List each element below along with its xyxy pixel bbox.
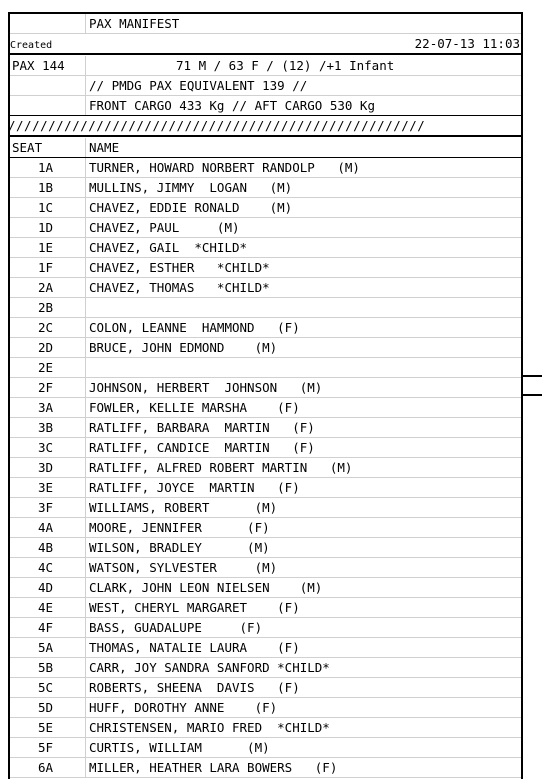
table-row bbox=[8, 338, 523, 358]
seat-column-header: SEAT bbox=[12, 140, 43, 155]
table-row bbox=[8, 158, 523, 178]
passenger-name-cell[interactable] bbox=[86, 578, 523, 597]
passenger-name-cell[interactable] bbox=[86, 498, 523, 517]
table-row bbox=[8, 458, 523, 478]
passenger-name-cell[interactable] bbox=[86, 738, 523, 757]
passenger-name-cell[interactable] bbox=[86, 658, 523, 677]
seat-cell[interactable] bbox=[8, 598, 86, 617]
summary-divider bbox=[8, 115, 523, 116]
passenger-name: RATLIFF, BARBARA MARTIN (F) bbox=[89, 420, 315, 435]
seat-label: 3D bbox=[38, 460, 54, 475]
table-row bbox=[8, 738, 523, 758]
table-row bbox=[8, 398, 523, 418]
passenger-name-cell[interactable] bbox=[86, 218, 523, 237]
passenger-name-cell[interactable] bbox=[86, 618, 523, 637]
seat-label: 2B bbox=[38, 300, 54, 315]
seat-label: 3E bbox=[38, 480, 54, 495]
cargo-row-cell-a[interactable] bbox=[8, 96, 86, 115]
passenger-name-cell[interactable] bbox=[86, 238, 523, 257]
seat-cell[interactable] bbox=[8, 238, 86, 257]
seat-label: 4C bbox=[38, 560, 54, 575]
seat-cell[interactable] bbox=[8, 458, 86, 477]
seat-cell[interactable] bbox=[8, 258, 86, 277]
manifest-title: PAX MANIFEST bbox=[89, 16, 180, 31]
seat-cell[interactable] bbox=[8, 718, 86, 737]
passenger-name-cell[interactable] bbox=[86, 178, 523, 197]
seat-label: 2F bbox=[38, 380, 54, 395]
pmdg-row-cell-a[interactable] bbox=[8, 76, 86, 95]
seat-cell[interactable] bbox=[8, 578, 86, 597]
seat-label: 4D bbox=[38, 580, 54, 595]
seat-cell[interactable] bbox=[8, 278, 86, 297]
created-datetime: 22-07-13 11:03 bbox=[414, 36, 520, 51]
passenger-name: CARR, JOY SANDRA SANFORD *CHILD* bbox=[89, 660, 330, 675]
seat-label: 5E bbox=[38, 720, 54, 735]
passenger-name: CHAVEZ, ESTHER *CHILD* bbox=[89, 260, 270, 275]
pax-breakdown-cell[interactable] bbox=[86, 56, 523, 75]
passenger-name: CURTIS, WILLIAM (M) bbox=[89, 740, 270, 755]
passenger-name-cell[interactable] bbox=[86, 678, 523, 697]
passenger-name-cell[interactable] bbox=[86, 698, 523, 717]
name-column-header: NAME bbox=[89, 140, 120, 155]
passenger-name: RATLIFF, ALFRED ROBERT MARTIN (M) bbox=[89, 460, 353, 475]
seat-cell[interactable] bbox=[8, 218, 86, 237]
passenger-name: WILSON, BRADLEY (M) bbox=[89, 540, 270, 555]
passenger-name: CHAVEZ, EDDIE RONALD (M) bbox=[89, 200, 293, 215]
passenger-name-cell[interactable] bbox=[86, 458, 523, 477]
passenger-name: HUFF, DOROTHY ANNE (F) bbox=[89, 700, 278, 715]
seat-label: 1D bbox=[38, 220, 54, 235]
passenger-name: JOHNSON, HERBERT JOHNSON (M) bbox=[89, 380, 323, 395]
seat-cell[interactable] bbox=[8, 178, 86, 197]
seat-cell[interactable] bbox=[8, 538, 86, 557]
created-label: Created bbox=[10, 40, 53, 51]
seat-label: 1C bbox=[38, 200, 54, 215]
table-row bbox=[8, 378, 523, 398]
table-row bbox=[8, 298, 523, 318]
passenger-name-cell[interactable] bbox=[86, 158, 523, 177]
seat-label: 5C bbox=[38, 680, 54, 695]
pax-breakdown: 71 M / 63 F / (12) /+1 Infant bbox=[176, 58, 395, 73]
seat-label: 1F bbox=[38, 260, 54, 275]
passenger-name: THOMAS, NATALIE LAURA (F) bbox=[89, 640, 300, 655]
seat-cell[interactable] bbox=[8, 618, 86, 637]
seat-label: 4B bbox=[38, 540, 54, 555]
cargo-row bbox=[8, 96, 523, 116]
seat-cell[interactable] bbox=[8, 478, 86, 497]
passenger-name-cell[interactable] bbox=[86, 318, 523, 337]
passenger-name: WEST, CHERYL MARGARET (F) bbox=[89, 600, 300, 615]
table-row bbox=[8, 418, 523, 438]
passenger-name-cell[interactable] bbox=[86, 478, 523, 497]
seat-cell[interactable] bbox=[8, 438, 86, 457]
table-row bbox=[8, 578, 523, 598]
seat-cell[interactable] bbox=[8, 418, 86, 437]
seat-label: 5B bbox=[38, 660, 54, 675]
seat-label: 1A bbox=[38, 160, 54, 175]
passenger-name-cell[interactable] bbox=[86, 418, 523, 437]
seat-cell[interactable] bbox=[8, 738, 86, 757]
passenger-name-cell[interactable] bbox=[86, 378, 523, 397]
passenger-name: ROBERTS, SHEENA DAVIS (F) bbox=[89, 680, 300, 695]
passenger-name-cell[interactable] bbox=[86, 538, 523, 557]
passenger-name: MULLINS, JIMMY LOGAN (M) bbox=[89, 180, 293, 195]
seat-label: 2D bbox=[38, 340, 54, 355]
created-label-cell[interactable] bbox=[8, 34, 86, 54]
passenger-name-cell[interactable] bbox=[86, 358, 523, 377]
passenger-name: WILLIAMS, ROBERT (M) bbox=[89, 500, 278, 515]
passenger-name: CHAVEZ, PAUL (M) bbox=[89, 220, 240, 235]
pmdg-equivalent-row bbox=[8, 76, 523, 96]
seat-cell[interactable] bbox=[8, 518, 86, 537]
table-row bbox=[8, 658, 523, 678]
seat-label: 5D bbox=[38, 700, 54, 715]
seat-header-cell[interactable] bbox=[8, 138, 86, 157]
seat-label: 4E bbox=[38, 600, 54, 615]
seat-label: 6A bbox=[38, 760, 54, 775]
pax-count: PAX 144 bbox=[12, 58, 65, 73]
separator-row bbox=[8, 116, 523, 136]
seat-label: 5F bbox=[38, 740, 54, 755]
passenger-name: BASS, GUADALUPE (F) bbox=[89, 620, 263, 635]
seat-cell[interactable] bbox=[8, 198, 86, 217]
seat-label: 3F bbox=[38, 500, 54, 515]
seat-cell[interactable] bbox=[8, 758, 86, 777]
seat-label: 2C bbox=[38, 320, 54, 335]
passenger-name: CHAVEZ, GAIL *CHILD* bbox=[89, 240, 248, 255]
table-row bbox=[8, 718, 523, 738]
table-row bbox=[8, 758, 523, 778]
title-row bbox=[8, 14, 523, 34]
created-datetime-cell[interactable] bbox=[86, 34, 523, 54]
table-row bbox=[8, 258, 523, 278]
frame-left-border bbox=[8, 12, 10, 779]
seat-cell[interactable] bbox=[8, 678, 86, 697]
seat-cell[interactable] bbox=[8, 158, 86, 177]
seat-label: 3A bbox=[38, 400, 54, 415]
pmdg-equivalent-cell[interactable] bbox=[86, 76, 523, 95]
passenger-name-cell[interactable] bbox=[86, 718, 523, 737]
table-row bbox=[8, 358, 523, 378]
passenger-name: COLON, LEANNE HAMMOND (F) bbox=[89, 320, 300, 335]
table-row bbox=[8, 638, 523, 658]
table-row bbox=[8, 218, 523, 238]
passenger-name: RATLIFF, JOYCE MARTIN (F) bbox=[89, 480, 300, 495]
seat-cell[interactable] bbox=[8, 658, 86, 677]
passenger-name-cell[interactable] bbox=[86, 558, 523, 577]
cargo-weights-cell[interactable] bbox=[86, 96, 523, 115]
passenger-name: MILLER, HEATHER LARA BOWERS (F) bbox=[89, 760, 338, 775]
pmdg-equivalent: // PMDG PAX EQUIVALENT 139 // bbox=[89, 78, 308, 93]
table-row bbox=[8, 698, 523, 718]
pax-count-cell[interactable] bbox=[8, 56, 86, 75]
seat-cell[interactable] bbox=[8, 378, 86, 397]
seat-cell[interactable] bbox=[8, 318, 86, 337]
seat-cell[interactable] bbox=[8, 698, 86, 717]
passenger-name-cell[interactable] bbox=[86, 278, 523, 297]
column-header-divider bbox=[8, 157, 523, 158]
passenger-name-cell[interactable] bbox=[86, 518, 523, 537]
table-row bbox=[8, 678, 523, 698]
separator-divider bbox=[8, 135, 523, 137]
passenger-name: TURNER, HOWARD NORBERT RANDOLP (M) bbox=[89, 160, 360, 175]
passenger-name-cell[interactable] bbox=[86, 258, 523, 277]
passenger-name: CHRISTENSEN, MARIO FRED *CHILD* bbox=[89, 720, 330, 735]
table-row bbox=[8, 518, 523, 538]
table-row bbox=[8, 478, 523, 498]
seat-cell[interactable] bbox=[8, 338, 86, 357]
seat-cell[interactable] bbox=[8, 558, 86, 577]
table-row bbox=[8, 438, 523, 458]
cargo-weights: FRONT CARGO 433 Kg // AFT CARGO 530 Kg bbox=[89, 98, 375, 113]
seat-label: 4F bbox=[38, 620, 54, 635]
passenger-name: WATSON, SYLVESTER (M) bbox=[89, 560, 278, 575]
seat-label: 2E bbox=[38, 360, 54, 375]
seat-label: 3B bbox=[38, 420, 54, 435]
table-row bbox=[8, 278, 523, 298]
table-row bbox=[8, 198, 523, 218]
passenger-name: CLARK, JOHN LEON NIELSEN (M) bbox=[89, 580, 323, 595]
table-row bbox=[8, 618, 523, 638]
seat-cell[interactable] bbox=[8, 398, 86, 417]
passenger-name-cell[interactable] bbox=[86, 198, 523, 217]
table-row bbox=[8, 178, 523, 198]
passenger-name-cell[interactable] bbox=[86, 758, 523, 777]
frame-top-border bbox=[8, 12, 523, 14]
table-row bbox=[8, 558, 523, 578]
seat-label: 2A bbox=[38, 280, 54, 295]
title-cell[interactable] bbox=[86, 14, 523, 33]
passenger-name-cell[interactable] bbox=[86, 598, 523, 617]
seat-label: 1E bbox=[38, 240, 54, 255]
seat-cell[interactable] bbox=[8, 298, 86, 317]
created-row bbox=[8, 34, 523, 54]
passenger-name-cell[interactable] bbox=[86, 438, 523, 457]
passenger-name: FOWLER, KELLIE MARSHA (F) bbox=[89, 400, 300, 415]
pax-summary-row bbox=[8, 56, 523, 76]
table-row bbox=[8, 498, 523, 518]
passenger-name: RATLIFF, CANDICE MARTIN (F) bbox=[89, 440, 315, 455]
selected-cell-indicator[interactable] bbox=[523, 375, 542, 396]
seat-cell[interactable] bbox=[8, 498, 86, 517]
column-header-row bbox=[8, 138, 523, 158]
title-row-cell-a[interactable] bbox=[8, 14, 86, 33]
seat-label: 1B bbox=[38, 180, 54, 195]
passenger-name-cell[interactable] bbox=[86, 398, 523, 417]
separator-line: //////////////////////////////////////////////////// bbox=[8, 118, 426, 133]
seat-cell[interactable] bbox=[8, 638, 86, 657]
table-row bbox=[8, 238, 523, 258]
seat-label: 5A bbox=[38, 640, 54, 655]
table-row bbox=[8, 598, 523, 618]
seat-label: 4A bbox=[38, 520, 54, 535]
passenger-name-cell[interactable] bbox=[86, 298, 523, 317]
passenger-name-cell[interactable] bbox=[86, 638, 523, 657]
passenger-name: CHAVEZ, THOMAS *CHILD* bbox=[89, 280, 270, 295]
passenger-name: MOORE, JENNIFER (F) bbox=[89, 520, 270, 535]
table-row bbox=[8, 538, 523, 558]
seat-label: 3C bbox=[38, 440, 54, 455]
header-divider bbox=[8, 53, 523, 55]
table-row bbox=[8, 318, 523, 338]
seat-cell[interactable] bbox=[8, 358, 86, 377]
passenger-name: BRUCE, JOHN EDMOND (M) bbox=[89, 340, 278, 355]
passenger-name-cell[interactable] bbox=[86, 338, 523, 357]
name-header-cell[interactable] bbox=[86, 138, 523, 157]
